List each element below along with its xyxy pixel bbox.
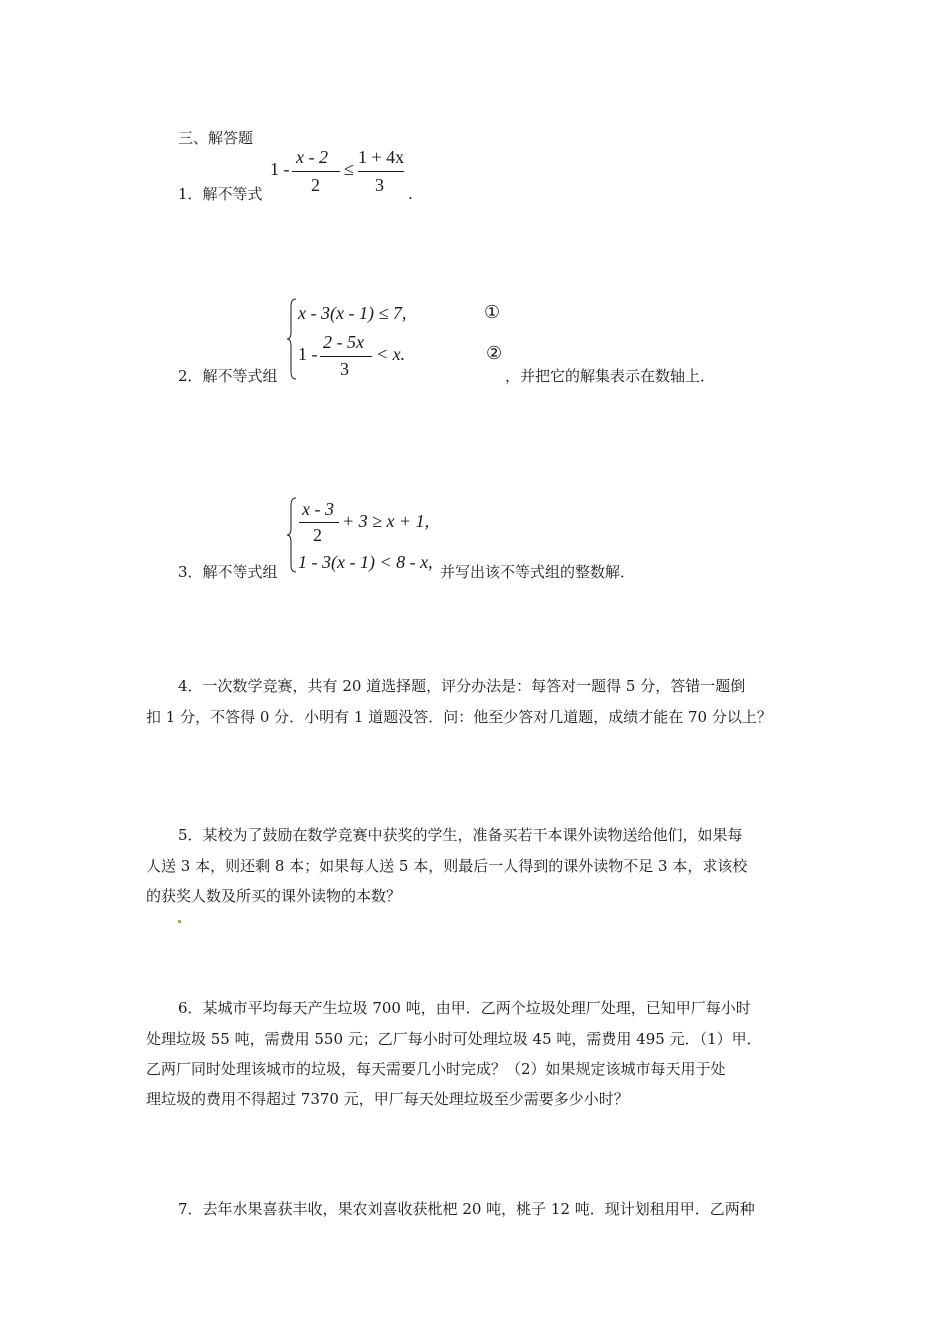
- q2-line-2-fraction-bar: [320, 356, 372, 357]
- q3-line-1-denominator: 2: [313, 525, 322, 545]
- q3-line-2: 1 - 3(x - 1) < 8 - x,: [298, 552, 433, 572]
- section-title: 三、解答题: [178, 129, 254, 147]
- q1-end: .: [408, 185, 413, 203]
- q1-lhs-fraction-bar: [292, 171, 340, 172]
- q6-line-2: 处理垃圾 55 吨，需费用 550 元；乙厂每小时可处理垃圾 45 吨，需费用 495 元．（1）甲．: [146, 1030, 762, 1048]
- q6-line-1: 6．某城市平均每天产生垃圾 700 吨，由甲．乙两个垃圾处理厂处理，已知甲厂每小时: [178, 999, 751, 1017]
- q1-rhs-denominator: 3: [375, 175, 384, 195]
- q1-lhs-denominator: 2: [311, 175, 320, 195]
- q6-line-3: 乙两厂同时处理该城市的垃圾，每天需要几小时完成？（2）如果规定该城市每天用于处: [146, 1060, 726, 1078]
- q2-line-2-numerator: 2 - 5x: [323, 332, 364, 352]
- question-3-label: 3．解不等式组: [178, 563, 278, 581]
- q2-marker-2: ②: [486, 343, 503, 363]
- q1-relation: ≤: [344, 159, 354, 179]
- q2-marker-1: ①: [484, 302, 501, 322]
- q2-line-2-denominator: 3: [340, 359, 349, 379]
- q5-line-1: 5．某校为了鼓励在数学竞赛中获奖的学生，准备买若干本课外读物送给他们，如果每: [178, 826, 743, 844]
- stray-mark: [178, 920, 181, 923]
- q2-brace: [286, 298, 298, 380]
- q3-suffix: 并写出该不等式组的整数解．: [440, 563, 636, 581]
- q7-line-1: 7．去年水果喜获丰收，果农刘喜收获枇杷 20 吨，桃子 12 吨．现计划租用甲．乙两种: [178, 1200, 755, 1218]
- q4-line-1: 4．一次数学竞赛，共有 20 道选择题，评分办法是：每答对一题得 5 分，答错一题倒: [178, 677, 746, 695]
- question-2-label: 2．解不等式组: [178, 367, 278, 385]
- q2-line-1: x - 3(x - 1) ≤ 7,: [298, 303, 407, 323]
- q5-line-3: 的获奖人数及所买的课外读物的本数？: [146, 887, 402, 905]
- q5-line-2: 人送 3 本，则还剩 8 本；如果每人送 5 本，则最后一人得到的课外读物不足 3 本，求该校: [146, 857, 748, 875]
- q1-lhs-numerator: x - 2: [296, 147, 328, 167]
- q3-line-1-rest: + 3 ≥ x + 1,: [342, 511, 430, 531]
- q4-line-2: 扣 1 分，不答得 0 分．小明有 1 道题没答．问：他至少答对几道题，成绩才能在 70 分以上？: [146, 708, 772, 726]
- q3-brace: [286, 497, 298, 573]
- q6-line-4: 理垃圾的费用不得超过 7370 元，甲厂每天处理垃圾至少需要多少小时？: [146, 1090, 629, 1108]
- q2-line-2-one: 1 -: [298, 344, 318, 364]
- q1-lhs-one: 1 -: [270, 159, 290, 179]
- q3-line-1-numerator: x - 3: [302, 499, 334, 519]
- question-1-label: 1．解不等式: [178, 185, 263, 203]
- q2-line-2-rest: < x.: [376, 344, 406, 364]
- q1-rhs-numerator: 1 + 4x: [358, 147, 405, 167]
- q3-line-1-fraction-bar: [299, 522, 339, 523]
- q2-suffix: ，并把它的解集表示在数轴上．: [505, 367, 716, 385]
- q1-rhs-fraction-bar: [358, 171, 404, 172]
